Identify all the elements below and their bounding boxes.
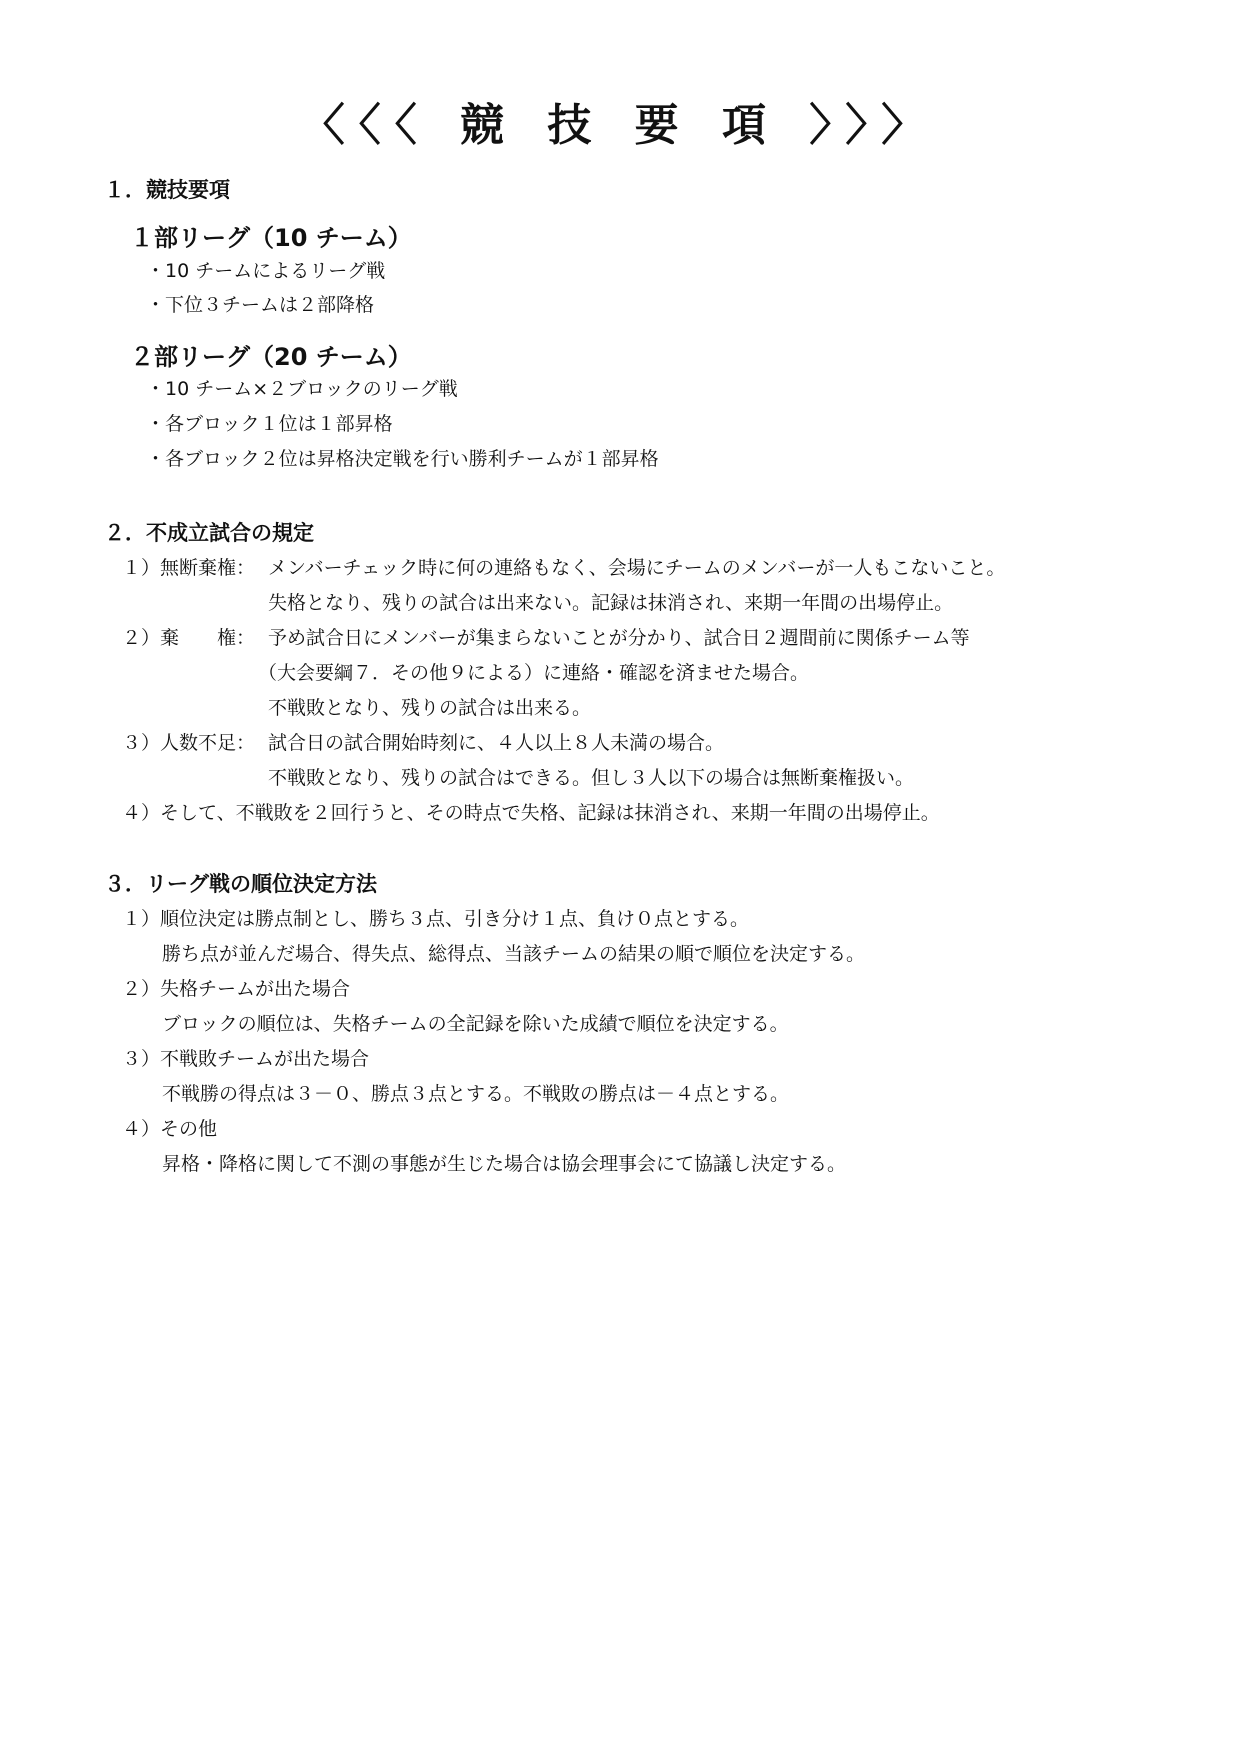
- league2-heading: ２部リーグ（20 チーム）: [130, 343, 412, 371]
- rule3-text: 不戦敗となり、残りの試合はできる。但し３人以下の場合は無断棄権扱い。: [268, 767, 915, 789]
- rule2-text: 不戦敗となり、残りの試合は出来る。: [268, 697, 592, 719]
- ranking-item2-text: ブロックの順位は、失格チームの全記録を除いた成績で順位を決定する。: [162, 1013, 789, 1035]
- rule1-label: １）無断棄権：: [122, 557, 256, 579]
- page-title: 〈〈〈 競 技 要 項 〉〉〉: [300, 100, 940, 151]
- ranking-item4-text: 昇格・降格に関して不測の事態が生じた場合は協会理事会にて協議し決定する。: [162, 1153, 847, 1175]
- rule4-text: ４）そして、不戦敗を２回行うと、その時点で失格、記録は抹消され、来期一年間の出場停止。: [122, 802, 940, 824]
- section1-heading: １．競技要項: [104, 178, 230, 202]
- section2-heading: ２．不成立試合の規定: [104, 521, 314, 545]
- rule1-text: メンバーチェック時に何の連絡もなく、会場にチームのメンバーが一人もこないこと。: [268, 557, 1006, 579]
- league1-item: ・下位３チームは２部降格: [146, 294, 375, 316]
- section3-heading: ３．リーグ戦の順位決定方法: [104, 872, 377, 896]
- league1-item: ・10 チームによるリーグ戦: [146, 260, 386, 282]
- rule2-text: （大会要綱７．その他９による）に連絡・確認を済ませた場合。: [258, 662, 810, 684]
- rule1-text: 失格となり、残りの試合は出来ない。記録は抹消され、来期一年間の出場停止。: [268, 592, 954, 614]
- league1-heading: １部リーグ（10 チーム）: [130, 224, 412, 252]
- ranking-item3-text: 不戦勝の得点は３－０、勝点３点とする。不戦敗の勝点は－４点とする。: [162, 1083, 790, 1105]
- ranking-item1-label: １）順位決定は勝点制とし、勝ち３点、引き分け１点、負け０点とする。: [122, 908, 750, 930]
- ranking-item1-text: 勝ち点が並んだ場合、得失点、総得点、当該チームの結果の順で順位を決定する。: [162, 943, 866, 965]
- league2-item: ・各ブロック２位は昇格決定戦を行い勝利チームが１部昇格: [146, 448, 659, 470]
- ranking-item4-label: ４）その他: [122, 1118, 218, 1140]
- ranking-item3-label: ３）不戦敗チームが出た場合: [122, 1048, 370, 1070]
- rule3-label: ３）人数不足：: [122, 732, 256, 754]
- league2-item: ・10 チーム×２ブロックのリーグ戦: [146, 378, 458, 400]
- ranking-item2-label: ２）失格チームが出た場合: [122, 978, 351, 1000]
- league2-item: ・各ブロック１位は１部昇格: [146, 413, 393, 435]
- rule2-label: ２）棄 権：: [122, 627, 256, 649]
- rule2-text: 予め試合日にメンバーが集まらないことが分かり、試合日２週間前に関係チーム等: [268, 627, 970, 649]
- rule3-text: 試合日の試合開始時刻に、４人以上８人未満の場合。: [268, 732, 725, 754]
